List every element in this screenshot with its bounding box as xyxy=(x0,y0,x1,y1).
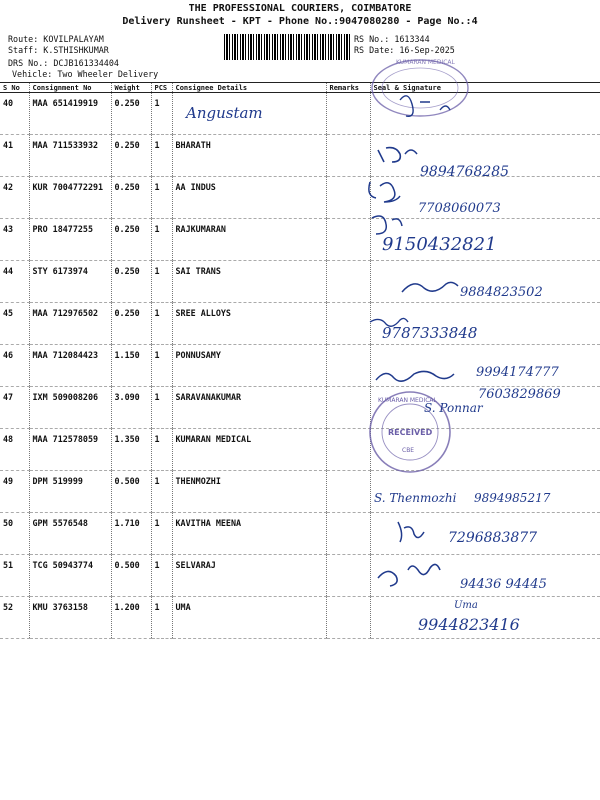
cell-remarks xyxy=(326,555,370,597)
col-sno: S No xyxy=(0,83,29,93)
cell-consignee xyxy=(172,93,326,135)
cell-pcs: 1 xyxy=(151,135,172,177)
col-weight: Weight xyxy=(111,83,151,93)
cell-weight: 0.250 xyxy=(111,177,151,219)
cell-sno: 44 xyxy=(0,261,29,303)
handwritten-phone-51: 94436 94445 xyxy=(460,577,547,592)
company-title: THE PROFESSIONAL COURIERS, COIMBATORE xyxy=(188,3,412,14)
cell-sno: 49 xyxy=(0,471,29,513)
cell-seal-signature xyxy=(370,471,600,513)
handwritten-phone-52: 9944823416 xyxy=(418,615,520,634)
table-row xyxy=(0,219,600,261)
handwritten-phone-46: 9994174777 xyxy=(476,365,559,380)
cell-sno: 41 xyxy=(0,135,29,177)
cell-seal-signature xyxy=(370,597,600,639)
cell-remarks xyxy=(326,597,370,639)
table-header-row xyxy=(0,83,600,93)
col-consignee: Consignee Details xyxy=(172,83,326,93)
cell-sno: 40 xyxy=(0,93,29,135)
cell-sno: 50 xyxy=(0,513,29,555)
drs-number: DRS No.: DCJB161334404 xyxy=(8,58,119,68)
handwritten-signature-48: S. Ponnar xyxy=(424,401,483,415)
table-row xyxy=(0,387,600,429)
table-row xyxy=(0,471,600,513)
cell-consignment: KUR 7004772291 xyxy=(29,177,111,219)
cell-seal-signature xyxy=(370,345,600,387)
cell-consignment: GPM 5576548 xyxy=(29,513,111,555)
cell-pcs: 1 xyxy=(151,345,172,387)
staff-label: Staff: K.STHISHKUMAR xyxy=(8,45,109,55)
cell-seal-signature xyxy=(370,513,600,555)
cell-remarks xyxy=(326,471,370,513)
table-row xyxy=(0,429,600,471)
runsheet-barcode xyxy=(224,34,350,60)
table-row xyxy=(0,597,600,639)
handwritten-phone-47: 7603829869 xyxy=(478,387,561,402)
table-row xyxy=(0,513,600,555)
cell-consignment: TCG 50943774 xyxy=(29,555,111,597)
cell-remarks xyxy=(326,345,370,387)
stamp-top-text: KUMARAN MEDICAL xyxy=(396,59,455,66)
cell-seal-signature xyxy=(370,303,600,345)
handwritten-signature-49: S. Thenmozhi xyxy=(374,491,457,505)
cell-consignee: UMA xyxy=(172,597,326,639)
table-row xyxy=(0,135,600,177)
table-row xyxy=(0,261,600,303)
rs-number: RS No.: 1613344 xyxy=(354,34,430,44)
cell-remarks xyxy=(326,303,370,345)
cell-sno: 42 xyxy=(0,177,29,219)
cell-remarks xyxy=(326,219,370,261)
handwritten-phone-45: 9787333848 xyxy=(382,324,478,342)
cell-pcs: 1 xyxy=(151,387,172,429)
cell-weight: 1.200 xyxy=(111,597,151,639)
cell-weight: 0.250 xyxy=(111,219,151,261)
handwritten-name-40: Angustam xyxy=(186,104,263,122)
cell-weight: 0.500 xyxy=(111,471,151,513)
cell-weight: 0.500 xyxy=(111,555,151,597)
handwritten-phone-41: 9894768285 xyxy=(420,164,510,180)
cell-pcs: 1 xyxy=(151,429,172,471)
cell-pcs: 1 xyxy=(151,597,172,639)
handwritten-phone-43: 9150432821 xyxy=(382,234,497,255)
cell-consignee: SARAVANAKUMAR xyxy=(172,387,326,429)
cell-pcs: 1 xyxy=(151,303,172,345)
cell-pcs: 1 xyxy=(151,93,172,135)
cell-consignee: KUMARAN MEDICAL xyxy=(172,429,326,471)
cell-consignment: PRO 18477255 xyxy=(29,219,111,261)
table-row xyxy=(0,345,600,387)
handwritten-phone-50: 7296883877 xyxy=(448,530,538,546)
cell-sno: 52 xyxy=(0,597,29,639)
cell-remarks xyxy=(326,177,370,219)
cell-remarks xyxy=(326,93,370,135)
cell-sno: 48 xyxy=(0,429,29,471)
handwritten-phone-44: 9884823502 xyxy=(460,285,543,300)
cell-consignment: KMU 3763158 xyxy=(29,597,111,639)
cell-consignee: SELVARAJ xyxy=(172,555,326,597)
handwritten-phone-49: 9894985217 xyxy=(474,491,551,505)
cell-remarks xyxy=(326,387,370,429)
handwritten-signature-52: Uma xyxy=(454,600,478,611)
cell-consignment: STY 6173974 xyxy=(29,261,111,303)
cell-consignee: AA INDUS xyxy=(172,177,326,219)
cell-pcs: 1 xyxy=(151,471,172,513)
cell-pcs: 1 xyxy=(151,261,172,303)
col-pcs: PCS xyxy=(151,83,172,93)
cell-weight: 0.250 xyxy=(111,303,151,345)
cell-pcs: 1 xyxy=(151,513,172,555)
cell-weight: 1.710 xyxy=(111,513,151,555)
col-remarks: Remarks xyxy=(326,83,370,93)
stamp-city-text: CBE xyxy=(402,447,415,454)
cell-consignment: DPM 519999 xyxy=(29,471,111,513)
col-seal-signature: Seal & Signature xyxy=(370,83,600,93)
cell-consignee: SREE ALLOYS xyxy=(172,303,326,345)
vehicle-label: Vehicle: Two Wheeler Delivery xyxy=(12,69,159,79)
table-row xyxy=(0,303,600,345)
cell-consignment: MAA 711533932 xyxy=(29,135,111,177)
stamp-received-text: RECEIVED xyxy=(388,428,433,437)
cell-weight: 0.250 xyxy=(111,135,151,177)
stamp-ring-text: KUMARAN MEDICAL xyxy=(378,397,437,404)
runsheet-table xyxy=(0,82,600,639)
cell-seal-signature xyxy=(370,93,600,135)
cell-remarks xyxy=(326,513,370,555)
cell-pcs: 1 xyxy=(151,555,172,597)
table-row xyxy=(0,555,600,597)
cell-sno: 46 xyxy=(0,345,29,387)
cell-pcs: 1 xyxy=(151,177,172,219)
cell-weight: 0.250 xyxy=(111,261,151,303)
cell-consignee: RAJKUMARAN xyxy=(172,219,326,261)
cell-weight: 3.090 xyxy=(111,387,151,429)
cell-seal-signature xyxy=(370,135,600,177)
cell-sno: 45 xyxy=(0,303,29,345)
cell-consignment: MAA 712084423 xyxy=(29,345,111,387)
cell-seal-signature xyxy=(370,261,600,303)
cell-seal-signature xyxy=(370,177,600,219)
cell-consignment: MAA 712976502 xyxy=(29,303,111,345)
runsheet-subtitle: Delivery Runsheet - KPT - Phone No.:9047080280 - Page No.:4 xyxy=(122,16,478,27)
cell-consignee: KAVITHA MEENA xyxy=(172,513,326,555)
cell-sno: 43 xyxy=(0,219,29,261)
route-label: Route: KOVILPALAYAM xyxy=(8,34,104,44)
cell-seal-signature xyxy=(370,387,600,429)
cell-remarks xyxy=(326,135,370,177)
cell-seal-signature xyxy=(370,429,600,471)
cell-seal-signature xyxy=(370,555,600,597)
cell-sno: 47 xyxy=(0,387,29,429)
cell-weight: 1.150 xyxy=(111,345,151,387)
cell-consignee: PONNUSAMY xyxy=(172,345,326,387)
cell-weight: 1.350 xyxy=(111,429,151,471)
rs-date: RS Date: 16-Sep-2025 xyxy=(354,45,455,55)
handwritten-phone-42: 7708060073 xyxy=(418,201,501,216)
table-row xyxy=(0,177,600,219)
cell-consignee: SAI TRANS xyxy=(172,261,326,303)
cell-consignment: IXM 509008206 xyxy=(29,387,111,429)
cell-sno: 51 xyxy=(0,555,29,597)
cell-remarks xyxy=(326,261,370,303)
col-consignment: Consignment No xyxy=(29,83,111,93)
cell-pcs: 1 xyxy=(151,219,172,261)
cell-consignment: MAA 651419919 xyxy=(29,93,111,135)
cell-remarks xyxy=(326,429,370,471)
cell-consignee: BHARATH xyxy=(172,135,326,177)
cell-seal-signature xyxy=(370,219,600,261)
cell-consignment: MAA 712578059 xyxy=(29,429,111,471)
cell-consignee: THENMOZHI xyxy=(172,471,326,513)
table-row xyxy=(0,93,600,135)
cell-weight: 0.250 xyxy=(111,93,151,135)
